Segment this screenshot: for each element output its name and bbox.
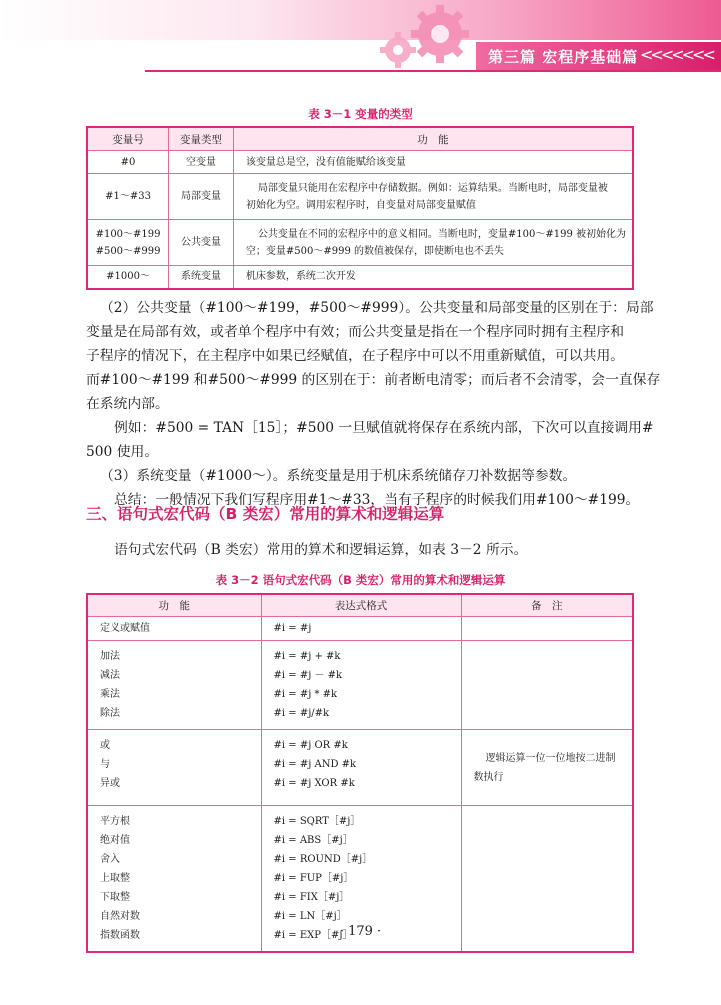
text-line: 总结：一般情况下我们写程序用#1～#33，当有子程序的时候我们用#100～#199。: [114, 492, 640, 508]
text-line: 500 使用。: [86, 444, 159, 460]
expression-format: #i = SQRT［#j］: [273, 816, 361, 827]
function-name: 乘法: [100, 689, 120, 700]
variable-function: [233, 266, 633, 289]
variable-type: 系统变量: [169, 266, 234, 289]
function-name: 异或: [100, 778, 120, 789]
expression-format: #i = LN［#j］: [273, 911, 347, 922]
column-header: 备 注: [461, 594, 633, 617]
function-name: 舍入: [100, 854, 120, 865]
expression-format: #i = #j － #k: [273, 670, 343, 681]
function-name: 自然对数: [100, 911, 140, 922]
number-line: #500～#999: [95, 245, 161, 257]
note-cell: [461, 641, 633, 730]
expression-format: #i = #j XOR #k: [273, 778, 355, 789]
number-line: #100～#199: [95, 228, 161, 240]
format-cell: [261, 641, 461, 730]
expression-format: #i = #j: [273, 623, 312, 634]
function-name: 定义或赋值: [100, 623, 150, 634]
variable-function: [233, 174, 633, 220]
column-header: 变量号: [87, 127, 169, 151]
text-line: （3）系统变量（#1000～）。系统变量是用于机床系统储存刀补数据等参数。: [100, 468, 577, 484]
function-cell: [87, 617, 261, 641]
table-row: [87, 617, 633, 641]
note-line: 数执行: [473, 771, 504, 783]
expression-format: #i = #j OR #k: [273, 740, 348, 751]
variable-function: [233, 220, 633, 266]
variable-type: 空变量: [169, 151, 234, 174]
expression-format: #i = ROUND［#j］: [273, 854, 373, 865]
format-cell: [261, 730, 461, 806]
function-name: 减法: [100, 670, 120, 681]
variable-function: [233, 151, 633, 174]
function-name: 或: [100, 740, 110, 751]
table2-caption: 表 3－2 语句式宏代码（B 类宏）常用的算术和逻辑运算: [215, 573, 506, 587]
column-header: 功 能: [233, 127, 633, 151]
format-cell: [261, 617, 461, 641]
variable-type: 局部变量: [169, 174, 234, 220]
text-line: 语句式宏代码（B 类宏）常用的算术和逻辑运算，如表 3－2 所示。: [114, 542, 528, 558]
table-row: [87, 730, 633, 806]
expression-format: #i = FUP［#j］: [273, 873, 354, 884]
table-row: [87, 220, 633, 266]
text-line: 变量是在局部有效，或者单个程序中有效；而公共变量是指在一个程序同时拥有主程序和: [86, 324, 625, 340]
variable-number: #1～#33: [87, 174, 169, 220]
function-name: 平方根: [100, 816, 130, 827]
expression-format: #i = EXP［#j］: [273, 930, 353, 941]
function-line: 初始化为空。调用宏程序时，自变量对局部变量赋值: [245, 199, 476, 211]
function-cell: [87, 730, 261, 806]
running-header-title: 第三篇 宏程序基础篇: [488, 48, 639, 66]
expression-format: #i = #j AND #k: [273, 759, 357, 770]
column-header: 功 能: [87, 594, 261, 617]
table1-caption: 表 3－1 变量的类型: [308, 107, 413, 121]
table-row: [87, 174, 633, 220]
function-line: 空；变量#500～#999 的数值被保存，即使断电也不丢失: [245, 245, 504, 257]
column-header: 变量类型: [169, 127, 234, 151]
header-rule: [145, 70, 721, 72]
chevrons-icon: <<<<<<<: [640, 45, 713, 64]
variable-number: #0: [87, 151, 169, 174]
gears-icon: [370, 2, 480, 72]
variable-number: #1000～: [87, 266, 169, 289]
variable-type: 公共变量: [169, 220, 234, 266]
function-name: 下取整: [100, 892, 130, 903]
expression-format: #i = #j/#k: [273, 708, 330, 719]
text-line: 子程序的情况下，在主程序中如果已经赋值，在子程序中可以不用重新赋值，可以共用。: [86, 348, 625, 364]
expression-format: #i = ABS［#j］: [273, 835, 353, 846]
expression-format: #i = #j + #k: [273, 651, 341, 662]
table-row: [87, 151, 633, 174]
text-line: 例如：#500 = TAN［15］；#500 一旦赋值就将保存在系统内部，下次可以直接调用#: [114, 420, 654, 436]
text-line: 在系统内部。: [86, 396, 169, 412]
table-row: [87, 266, 633, 289]
function-line: 公共变量在不同的宏程序中的意义相同。当断电时，变量#100～#199 被初始化为: [257, 228, 626, 240]
function-name: 与: [100, 759, 110, 770]
table-row: [87, 641, 633, 730]
function-line: 该变量总是空，没有值能赋给该变量: [245, 156, 406, 168]
paragraph-intro: [86, 538, 674, 562]
variable-types-table: [86, 126, 634, 290]
function-name: 绝对值: [100, 835, 130, 846]
function-name: 加法: [100, 651, 120, 662]
text-line: （2）公共变量（#100～#199，#500～#999）。公共变量和局部变量的区别在于：局部: [100, 300, 654, 316]
operations-table: [86, 593, 634, 953]
function-name: 上取整: [100, 873, 130, 884]
function-line: 机床参数，系统二次开发: [245, 271, 356, 283]
note-line: 逻辑运算一位一位地按二进制: [485, 752, 616, 764]
function-cell: [87, 641, 261, 730]
function-name: 指数函数: [100, 930, 140, 941]
table-header-row: [87, 127, 633, 151]
paragraph-common-variables: [86, 296, 661, 416]
variable-number: [87, 220, 169, 266]
section-heading: 三、语句式宏代码（B 类宏）常用的算术和逻辑运算: [86, 505, 445, 523]
header-gradient-band: [0, 0, 721, 40]
expression-format: #i = FIX［#j］: [273, 892, 350, 903]
function-line: 局部变量只能用在宏程序中存储数据。例如：运算结果。当断电时，局部变量被: [257, 182, 608, 194]
expression-format: #i = #j * #k: [273, 689, 338, 700]
column-header: 表达式格式: [261, 594, 461, 617]
page-number: · 179 ·: [339, 924, 382, 939]
page-header: [0, 0, 721, 78]
table-header-row: [87, 594, 633, 617]
note-cell: [461, 730, 633, 806]
note-cell: [461, 617, 633, 641]
function-name: 除法: [100, 708, 120, 719]
text-line: 而#100～#199 和#500～#999 的区别在于：前者断电清零；而后者不会清零，会一直保存: [86, 372, 661, 388]
